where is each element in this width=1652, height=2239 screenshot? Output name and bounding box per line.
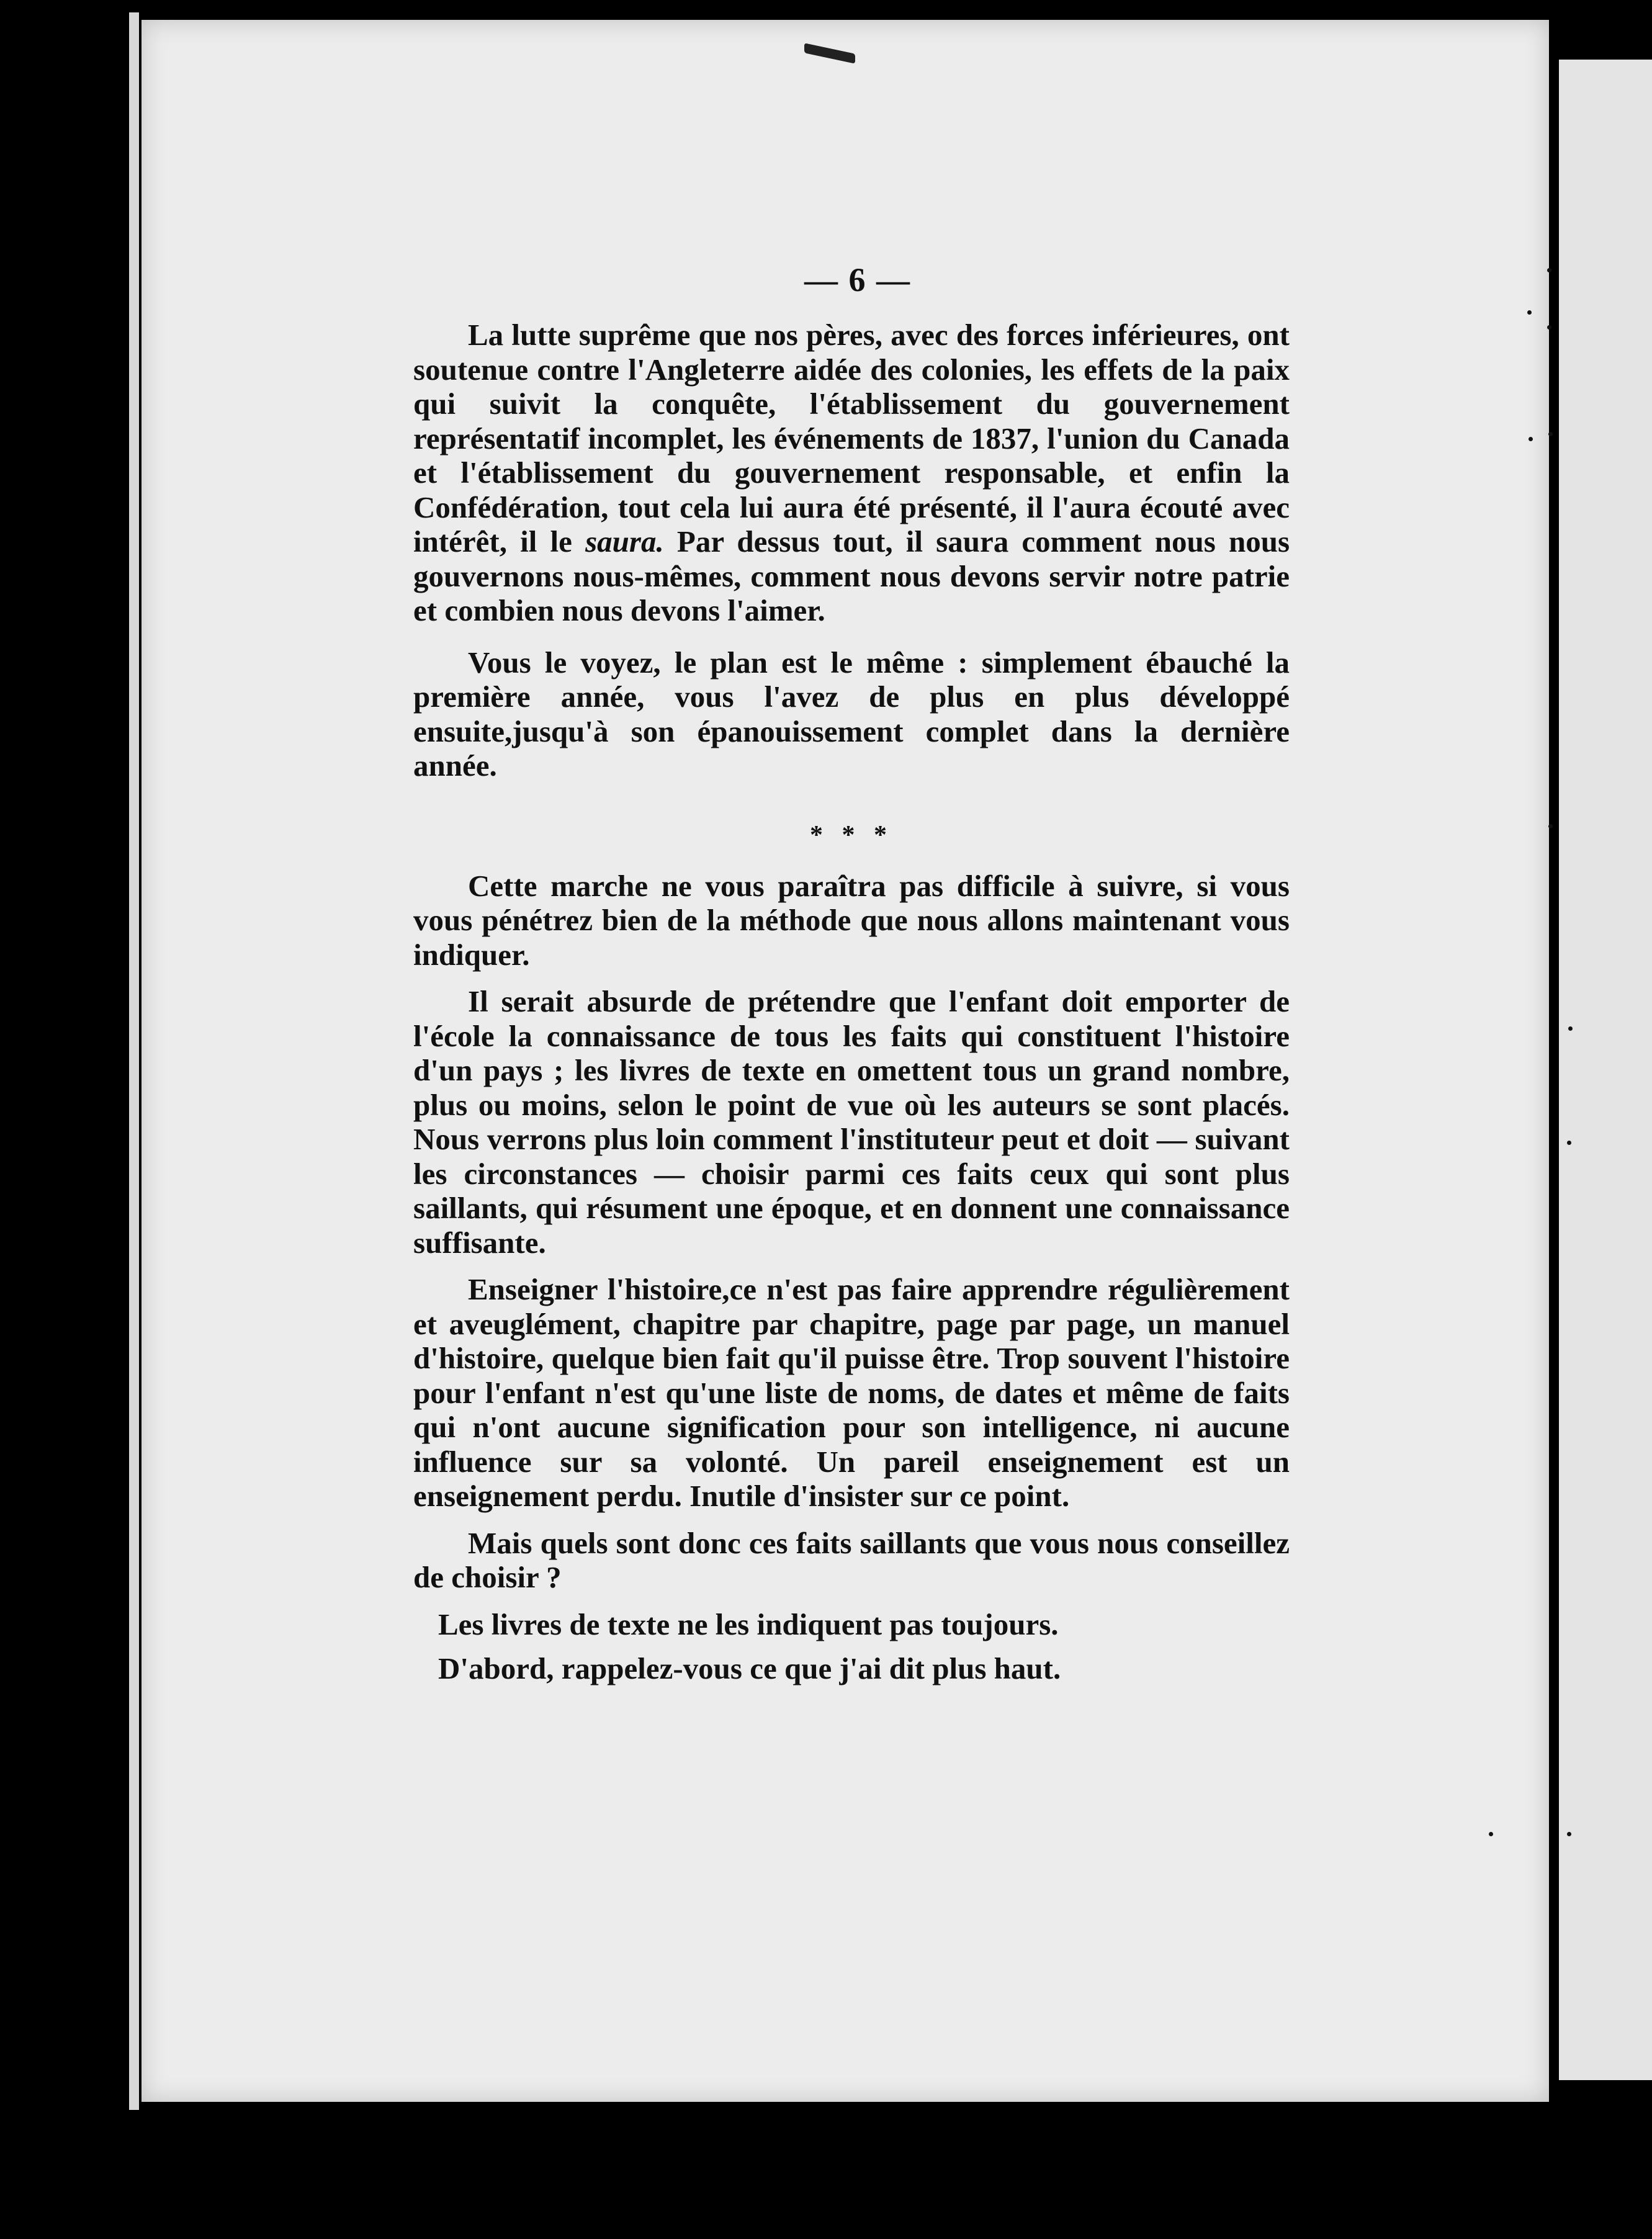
binding-mark xyxy=(1567,1141,1571,1145)
binding-mark xyxy=(1548,432,1553,436)
paragraph-6: Mais quels sont donc ces faits saillants que vous nous conseillez de choisir ? xyxy=(413,1525,1290,1594)
binding-mark xyxy=(1527,310,1532,315)
paragraph-7: Les livres de texte ne les indiquent pas toujours. xyxy=(438,1607,1059,1641)
page-edge xyxy=(129,12,139,2110)
page-number: — 6 — xyxy=(804,261,911,298)
paragraph-8: D'abord, rappelez-vous ce que j'ai dit plus haut. xyxy=(438,1651,1061,1685)
binding-mark xyxy=(1547,325,1551,330)
paragraph-1-text: La lutte suprême que nos pères, avec des forces inférieures, ont soutenue contre l'Angleterre aidée des colonies, les effets de la paix qui suivit la conquête, l'établissement du gouvernement représentatif incomplet, les événements de 1837, l'union du Canada et l'établissement du gouvernement responsable, et enfin la Confédération, tout cela lui aura été présenté, il l'aura écouté avec intérêt, il le xyxy=(413,318,1290,559)
adjacent-page-edge xyxy=(1559,60,1652,2080)
paragraph-5: Enseigner l'histoire,ce n'est pas faire apprendre régulièrement et aveuglément, chapitre par chapitre, page par page, un manuel d'histoire, quelque bien fait qu'il puisse être. Trop souvent l'histoire pour l'enfant n'est qu'une liste de noms, de dates et même de faits qui n'ont aucune signification pour son intelligence, ni aucune influence sur sa volonté. Un pareil enseignement est un enseignement perdu. Inutile d'insister sur ce point. xyxy=(413,1272,1290,1513)
paragraph-2: Vous le voyez, le plan est le même : simplement ébauché la première année, vous l'avez de plus en plus développé ensuite,jusqu'à son épanouissement complet dans la dernière année. xyxy=(413,645,1290,783)
binding-mark xyxy=(1568,1026,1573,1031)
paragraph-1 xyxy=(413,318,1290,628)
binding-mark xyxy=(1548,824,1553,828)
section-separator: * * * xyxy=(810,820,893,850)
binding-mark xyxy=(1567,1832,1571,1836)
italic-word: saura. xyxy=(585,524,664,559)
binding-mark xyxy=(1529,437,1533,441)
binding-mark xyxy=(1547,268,1551,272)
paragraph-4: Il serait absurde de prétendre que l'enfant doit emporter de l'école la connaissance de tous les faits qui constituent l'histoire d'un pays ; les livres de texte en omettent tous un grand nombre, plus ou moins, selon le point de vue où les auteurs se sont placés. Nous verrons plus loin comment l'instituteur peut et doit — suivant les circonstances — choisir parmi ces faits ceux qui sont plus saillants, qui résument une époque, et en donnent une connaissance suffisante. xyxy=(413,984,1290,1260)
text-column xyxy=(413,318,1290,1696)
paragraph-3: Cette marche ne vous paraîtra pas difficile à suivre, si vous vous pénétrez bien de la méthode que nous allons maintenant vous indiquer. xyxy=(413,868,1290,972)
binding-mark xyxy=(1489,1832,1493,1836)
paragraph-1-continued: Par dessus tout, il saura comment nous nous gouvernons nous-mêmes, comment nous devons servir notre patrie et combien nous devons l'aimer. xyxy=(413,524,1290,627)
